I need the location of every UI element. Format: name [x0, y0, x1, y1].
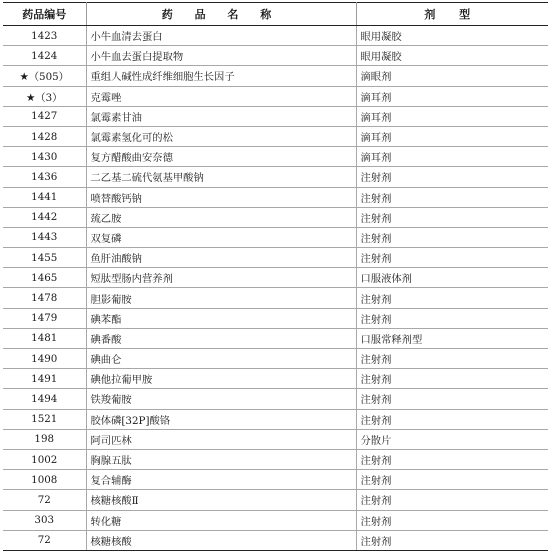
drug-name-cell: 胶体磷[32P]酸铬	[86, 409, 356, 429]
drug-name-cell: 二乙基二硫代氨基甲酸钠	[86, 167, 356, 187]
drug-name-cell: 喷替酸钙钠	[86, 187, 356, 207]
table-row	[3, 510, 548, 530]
table-row	[3, 167, 548, 187]
dosage-form-cell: 滴耳剂	[356, 147, 548, 167]
dosage-form-cell: 注射剂	[356, 187, 548, 207]
table-row	[3, 26, 548, 46]
table-row	[3, 66, 548, 86]
dosage-form-cell: 口服常释剂型	[356, 328, 548, 348]
dosage-form-cell: 注射剂	[356, 530, 548, 550]
dosage-form-cell: 分散片	[356, 429, 548, 449]
table-row	[3, 147, 548, 167]
table-row	[3, 46, 548, 66]
drug-name-cell: 阿司匹林	[86, 429, 356, 449]
drug-code-cell: 1490	[3, 349, 86, 369]
dosage-form-cell: 眼用凝胶	[356, 46, 548, 66]
drug-code-cell: 1521	[3, 409, 86, 429]
dosage-form-cell: 滴耳剂	[356, 106, 548, 126]
drug-code-cell: ★（3）	[3, 86, 86, 106]
drug-name-cell: 巯乙胺	[86, 207, 356, 227]
drug-name-cell: 双复磷	[86, 227, 356, 247]
drug-code-cell: 1455	[3, 248, 86, 268]
drug-code-cell: 198	[3, 429, 86, 449]
drug-name-cell: 小牛血清去蛋白	[86, 26, 356, 46]
drug-table	[3, 2, 548, 551]
drug-code-cell: 1491	[3, 369, 86, 389]
dosage-form-cell: 滴耳剂	[356, 86, 548, 106]
drug-list-document	[3, 2, 548, 551]
drug-code-cell: 1430	[3, 147, 86, 167]
drug-name-cell: 复方醋酸曲安奈德	[86, 147, 356, 167]
header-drug-code: 药品编号	[3, 3, 86, 26]
drug-code-cell: 1008	[3, 470, 86, 490]
table-row	[3, 470, 548, 490]
dosage-form-cell: 注射剂	[356, 510, 548, 530]
drug-code-cell: 303	[3, 510, 86, 530]
dosage-form-cell: 注射剂	[356, 490, 548, 510]
drug-name-cell: 转化糖	[86, 510, 356, 530]
drug-name-cell: 胆影葡胺	[86, 288, 356, 308]
table-row	[3, 369, 548, 389]
dosage-form-cell: 注射剂	[356, 349, 548, 369]
table-row	[3, 187, 548, 207]
drug-code-cell: 1443	[3, 227, 86, 247]
drug-code-cell: 1424	[3, 46, 86, 66]
table-row	[3, 288, 548, 308]
drug-code-cell: 1465	[3, 268, 86, 288]
dosage-form-cell: 口服液体剂	[356, 268, 548, 288]
drug-code-cell: 1481	[3, 328, 86, 348]
drug-name-cell: 铁羧葡胺	[86, 389, 356, 409]
drug-code-cell: 1428	[3, 126, 86, 146]
dosage-form-cell: 注射剂	[356, 227, 548, 247]
drug-code-cell: 1436	[3, 167, 86, 187]
drug-name-cell: 克霉唑	[86, 86, 356, 106]
dosage-form-cell: 注射剂	[356, 389, 548, 409]
drug-name-cell: 碘番酸	[86, 328, 356, 348]
dosage-form-cell: 注射剂	[356, 167, 548, 187]
drug-name-cell: 小牛血去蛋白提取物	[86, 46, 356, 66]
table-row	[3, 328, 548, 348]
table-row	[3, 389, 548, 409]
dosage-form-cell: 注射剂	[356, 449, 548, 469]
drug-code-cell: 1423	[3, 26, 86, 46]
drug-name-cell: 氯霉素氢化可的松	[86, 126, 356, 146]
table-row	[3, 126, 548, 146]
table-row	[3, 449, 548, 469]
table-row	[3, 530, 548, 550]
table-row	[3, 268, 548, 288]
table-row	[3, 490, 548, 510]
drug-code-cell: ★（505）	[3, 66, 86, 86]
dosage-form-cell: 注射剂	[356, 288, 548, 308]
drug-code-cell: 72	[3, 490, 86, 510]
table-row	[3, 308, 548, 328]
drug-name-cell: 碘他拉葡甲胺	[86, 369, 356, 389]
drug-name-cell: 复合辅酶	[86, 470, 356, 490]
drug-name-cell: 短肽型肠内营养剂	[86, 268, 356, 288]
header-drug-name: 药 品 名 称	[86, 3, 356, 26]
drug-code-cell: 1494	[3, 389, 86, 409]
drug-name-cell: 胸腺五肽	[86, 449, 356, 469]
drug-code-cell: 1479	[3, 308, 86, 328]
table-row	[3, 429, 548, 449]
drug-name-cell: 重组人碱性成纤维细胞生长因子	[86, 66, 356, 86]
dosage-form-cell: 注射剂	[356, 248, 548, 268]
drug-code-cell: 1478	[3, 288, 86, 308]
table-row	[3, 86, 548, 106]
dosage-form-cell: 注射剂	[356, 470, 548, 490]
dosage-form-cell: 注射剂	[356, 207, 548, 227]
table-header-row	[3, 3, 548, 26]
dosage-form-cell: 滴耳剂	[356, 126, 548, 146]
drug-code-cell: 1441	[3, 187, 86, 207]
drug-name-cell: 鱼肝油酸钠	[86, 248, 356, 268]
drug-name-cell: 核糖核酸	[86, 530, 356, 550]
drug-name-cell: 核糖核酸Ⅱ	[86, 490, 356, 510]
drug-name-cell: 碘苯酯	[86, 308, 356, 328]
drug-code-cell: 1427	[3, 106, 86, 126]
dosage-form-cell: 注射剂	[356, 369, 548, 389]
dosage-form-cell: 滴眼剂	[356, 66, 548, 86]
dosage-form-cell: 眼用凝胶	[356, 26, 548, 46]
drug-name-cell: 氯霉素甘油	[86, 106, 356, 126]
table-row	[3, 106, 548, 126]
drug-name-cell: 碘曲仑	[86, 349, 356, 369]
table-row	[3, 207, 548, 227]
table-row	[3, 409, 548, 429]
table-row	[3, 227, 548, 247]
header-dosage-form: 剂 型	[356, 3, 548, 26]
table-row	[3, 248, 548, 268]
dosage-form-cell: 注射剂	[356, 409, 548, 429]
dosage-form-cell: 注射剂	[356, 308, 548, 328]
drug-code-cell: 72	[3, 530, 86, 550]
drug-code-cell: 1442	[3, 207, 86, 227]
drug-code-cell: 1002	[3, 449, 86, 469]
table-row	[3, 349, 548, 369]
